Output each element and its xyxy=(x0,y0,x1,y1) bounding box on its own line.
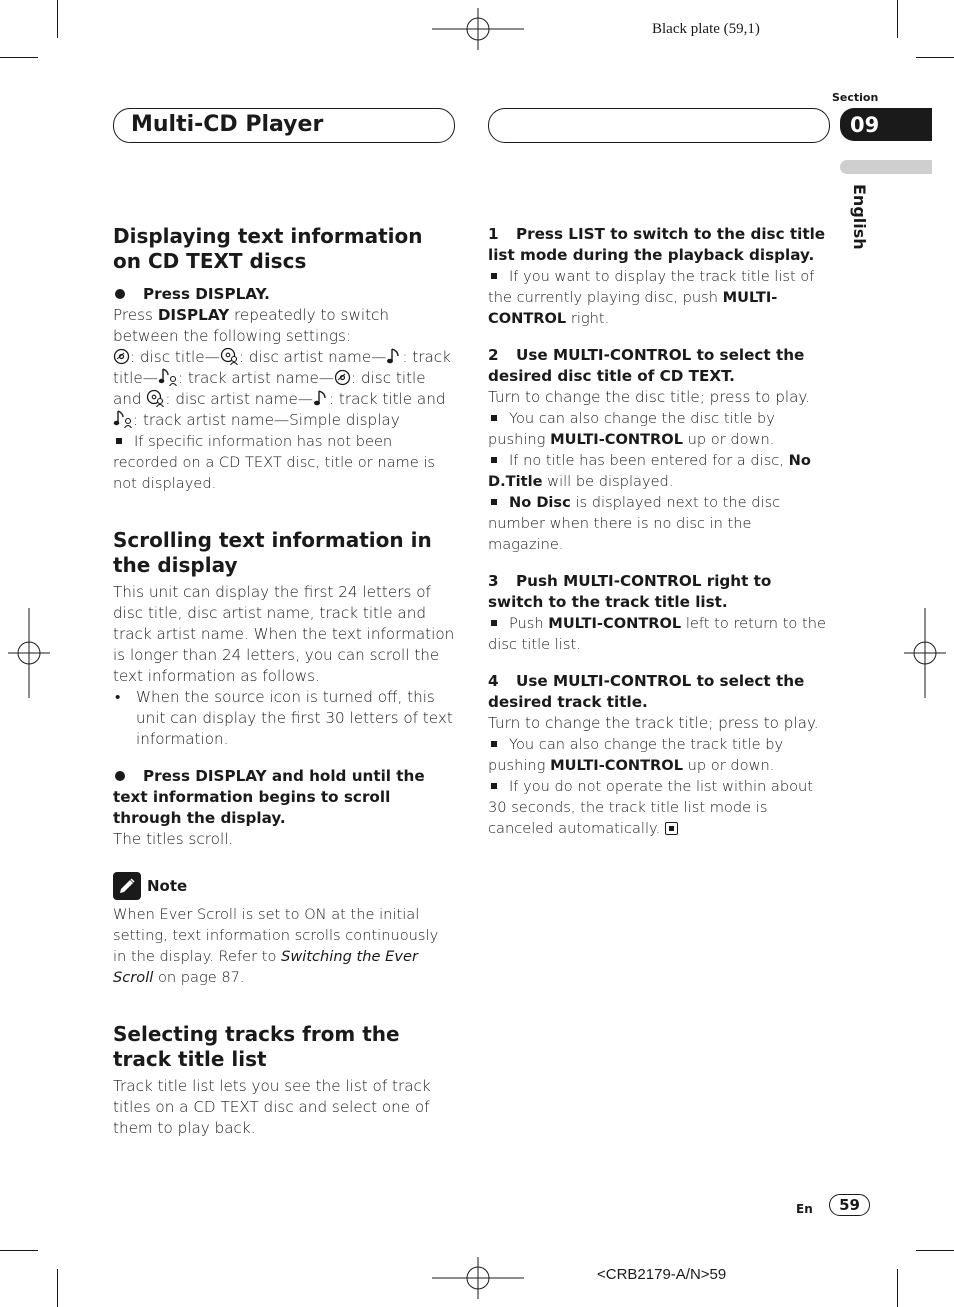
note-item: Push MULTI-CONTROL left to return to the disc title list. xyxy=(488,615,826,653)
disc-artist-icon xyxy=(146,389,165,407)
square-bullet-icon xyxy=(491,499,497,505)
document-code: <CRB2179-A/N>59 xyxy=(597,1266,727,1283)
square-bullet-icon xyxy=(491,415,497,421)
track-icon xyxy=(313,389,329,407)
bullet-icon xyxy=(115,771,125,781)
page-number: 59 xyxy=(829,1194,870,1216)
square-bullet-icon xyxy=(491,273,497,279)
paragraph: Track title list lets you see the list of track titles on a CD TEXT disc and select one of them to play back. xyxy=(113,1077,431,1137)
section-heading: Selecting tracks from the track title list xyxy=(113,1022,400,1071)
section-number: 09 xyxy=(840,108,932,141)
square-bullet-icon xyxy=(491,783,497,789)
pencil-icon xyxy=(113,872,141,900)
registration-mark-icon xyxy=(432,8,524,50)
paragraph: Turn to change the track title; press to play. xyxy=(488,714,819,732)
disc-icon xyxy=(334,369,351,386)
note-label: Note xyxy=(147,877,188,895)
instruction-step: Press DISPLAY. xyxy=(113,284,455,305)
right-column xyxy=(488,224,830,839)
dot-item: • When the source icon is turned off, this unit can display the first 30 letters of text information. xyxy=(113,687,455,750)
language-tab: English xyxy=(850,184,869,250)
step-title: 3 Push MULTI-CONTROL right to switch to the track title list. xyxy=(488,572,772,611)
registration-mark-icon xyxy=(904,608,946,698)
registration-mark-icon xyxy=(8,608,50,698)
paragraph: Turn to change the disc title; press to play. xyxy=(488,388,811,406)
disc-icon xyxy=(113,348,130,365)
note-item: No Disc is displayed next to the disc number when there is no disc in the magazine. xyxy=(488,494,781,553)
disc-artist-icon xyxy=(220,347,239,365)
registration-mark-icon xyxy=(432,1257,524,1299)
step-title: 4 Use MULTI-CONTROL to select the desired track title. xyxy=(488,672,805,711)
left-column xyxy=(113,224,455,1139)
note-item: If you want to display the track title list of the currently playing disc, push MULTI-CONTROL right. xyxy=(488,268,815,327)
track-artist-icon xyxy=(113,410,133,428)
paragraph: This unit can display the first 24 letters of disc title, disc artist name, track title and track artist name. When the text information is longer than 24 letters, you can scroll the text information as follows. xyxy=(113,583,455,685)
plate-label: Black plate (59,1) xyxy=(652,21,760,37)
track-artist-icon xyxy=(158,368,178,386)
square-bullet-icon xyxy=(491,457,497,463)
step-title: 2 Use MULTI-CONTROL to select the desired disc title of CD TEXT. xyxy=(488,346,805,385)
instruction-step: Press DISPLAY and hold until the text information begins to scroll through the display. xyxy=(113,767,425,827)
paragraph: The titles scroll. xyxy=(113,830,234,848)
display-sequence: : disc title— : disc artist name— : track title— : track artist name— : disc title and : disc artist name— : track title and : track artist name—Simple display xyxy=(113,348,451,429)
note-item: You can also change the disc title by pushing MULTI-CONTROL up or down. xyxy=(488,410,775,448)
square-bullet-icon xyxy=(116,438,122,444)
note-text: When Ever Scroll is set to ON at the initial setting, text information scrolls continuously in the display. Refer to Switching the Ever Scroll on page 87. xyxy=(113,906,439,986)
header-blank-box xyxy=(488,108,830,143)
track-icon xyxy=(386,347,402,365)
section-heading: Displaying text information on CD TEXT discs xyxy=(113,224,423,273)
section-label: Section xyxy=(832,91,879,104)
square-bullet-icon xyxy=(491,741,497,747)
bullet-icon xyxy=(115,289,125,299)
step-title: 1 Press LIST to switch to the disc title list mode during the playback display. xyxy=(488,225,826,264)
note-header xyxy=(113,872,455,900)
language-tab-bar xyxy=(840,160,932,174)
section-heading: Scrolling text information in the display xyxy=(113,528,432,577)
paragraph: Press DISPLAY repeatedly to switch between the following settings: xyxy=(113,306,390,345)
square-bullet-icon xyxy=(491,620,497,626)
note-item: If specific information has not been recorded on a CD TEXT disc, title or name is not displayed. xyxy=(113,433,436,492)
page-title: Multi-CD Player xyxy=(131,112,324,137)
end-mark-icon xyxy=(665,822,678,835)
page-lang: En xyxy=(796,1202,813,1216)
note-item: You can also change the track title by pushing MULTI-CONTROL up or down. xyxy=(488,736,784,774)
note-item: If no title has been entered for a disc, No D.Title will be displayed. xyxy=(488,452,811,490)
header-title-box xyxy=(113,108,455,143)
note-item: If you do not operate the list within about 30 seconds, the track title list mode is canceled automatically. xyxy=(488,778,814,837)
